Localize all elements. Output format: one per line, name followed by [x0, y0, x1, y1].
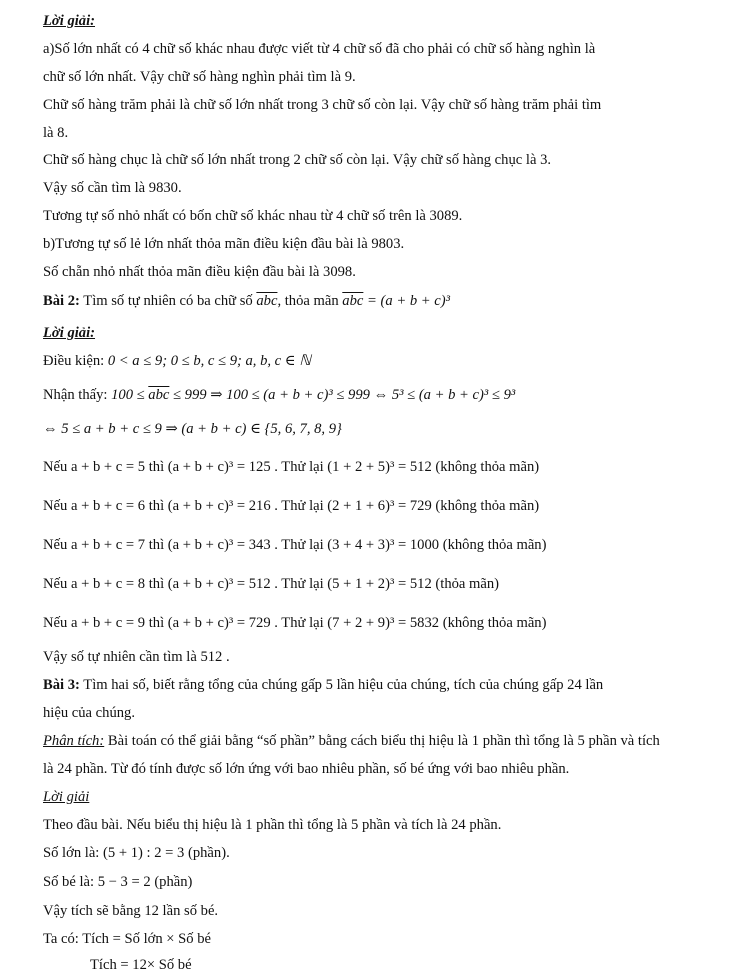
condition-label: Điều kiện:: [43, 353, 108, 369]
conclusion-line: Vậy số tự nhiên cần tìm là 512 .: [43, 649, 230, 665]
text-line: Vậy số cần tìm là 9830.: [43, 180, 182, 196]
problem-3-text: Tìm hai số, biết rằng tổng của chúng gấp 5 lần hiệu của chúng, tích của chúng gấp 24 lần: [79, 677, 604, 693]
solution-line: Số lớn là: (5 + 1) : 2 = 3 (phần).: [43, 845, 230, 861]
condition-math: 0 < a ≤ 9; 0 ≤ b, c ≤ 9; a, b, c ∈ ℕ: [107, 353, 311, 369]
case-line: Nếu a + b + c = 5 thì (a + b + c)³ = 125 . Thử lại (1 + 2 + 5)³ = 512 (không thỏa mãn): [43, 459, 540, 475]
problem-2-text: , thỏa mãn: [277, 293, 343, 309]
text-line: b)Tương tự số lẻ lớn nhất thỏa mãn điều kiện đầu bài là 9803.: [43, 236, 405, 252]
analysis-text: Bài toán có thể giải bằng “số phần” bằng cách biểu thị hiệu là 1 phần thì tổng là 5 phần và tích: [104, 733, 660, 749]
problem-2-statement: [43, 292, 450, 310]
text-line: chữ số lớn nhất. Vậy chữ số hàng nghìn phải tìm là 9.: [43, 69, 356, 85]
solution-line: Theo đầu bài. Nếu biểu thị hiệu là 1 phần thì tổng là 5 phần và tích là 24 phần.: [43, 817, 502, 833]
overline-abc: $\overline{abc}$: [342, 293, 364, 309]
solution-line: Ta có: Tích = Số lớn × Số bé: [43, 931, 211, 947]
text-line: a)Số lớn nhất có 4 chữ số khác nhau được viết từ 4 chữ số đã cho phải có chữ số hàng nghìn là: [43, 41, 596, 57]
problem-2-text: Tìm số tự nhiên có ba chữ số: [79, 293, 257, 309]
solution-heading: Lời giải:: [43, 13, 96, 29]
text-line: Chữ số hàng trăm phải là chữ số lớn nhất trong 3 chữ số còn lại. Vậy chữ số hàng trăm phải tìm: [43, 97, 602, 113]
math: ≤ 999 ⇒ 100 ≤ (a + b + c)³ ≤ 999 ⇔ 5³ ≤ (a + b + c)³ ≤ 9³: [169, 387, 516, 403]
case-line: Nếu a + b + c = 9 thì (a + b + c)³ = 729 . Thử lại (7 + 2 + 9)³ = 5832 (không thỏa mãn): [43, 615, 547, 631]
problem-2-equation: = (a + b + c)³: [363, 293, 450, 309]
observation-line: [43, 386, 515, 404]
problem-3-statement: [43, 676, 603, 694]
condition-line: [43, 352, 311, 370]
case-line: Nếu a + b + c = 8 thì (a + b + c)³ = 512 . Thử lại (5 + 1 + 2)³ = 512 (thỏa mãn): [43, 576, 500, 592]
observation-label: Nhận thấy:: [43, 387, 112, 403]
text-line: là 8.: [43, 125, 69, 141]
text-line: Tương tự số nhỏ nhất có bốn chữ số khác nhau từ 4 chữ số trên là 3089.: [43, 208, 463, 224]
overline-abc: $\overline{abc}$: [148, 387, 170, 403]
text-line: hiệu của chúng.: [43, 705, 135, 721]
solution-heading: Lời giải:: [43, 325, 96, 341]
implication-line: ⇔ 5 ≤ a + b + c ≤ 9 ⇒ (a + b + c) ∈ {5, 6, 7, 8, 9}: [43, 421, 342, 437]
analysis-line: [43, 732, 660, 750]
text-line: Chữ số hàng chục là chữ số lớn nhất trong 2 chữ số còn lại. Vậy chữ số hàng chục là 3.: [43, 152, 552, 168]
math: 100 ≤: [111, 387, 149, 403]
problem-3-label: Bài 3:: [43, 677, 80, 693]
solution-line: Số bé là: 5 − 3 = 2 (phần): [43, 874, 193, 890]
case-line: Nếu a + b + c = 6 thì (a + b + c)³ = 216 . Thử lại (2 + 1 + 6)³ = 729 (không thỏa mãn): [43, 498, 540, 514]
problem-2-label: Bài 2:: [43, 293, 80, 309]
solution-line: Vậy tích sẽ bằng 12 lần số bé.: [43, 903, 219, 919]
case-line: Nếu a + b + c = 7 thì (a + b + c)³ = 343 . Thử lại (3 + 4 + 3)³ = 1000 (không thỏa mãn): [43, 537, 547, 553]
analysis-label: Phân tích:: [43, 733, 105, 749]
solution-line: Tích = 12× Số bé: [90, 957, 192, 973]
solution-heading: Lời giải: [43, 789, 90, 805]
text-line: là 24 phần. Từ đó tính được số lớn ứng với bao nhiêu phần, số bé ứng với bao nhiêu phần.: [43, 761, 570, 777]
overline-abc: $\overline{abc}$: [256, 293, 278, 309]
text-line: Số chẵn nhỏ nhất thỏa mãn điều kiện đầu bài là 3098.: [43, 264, 356, 280]
